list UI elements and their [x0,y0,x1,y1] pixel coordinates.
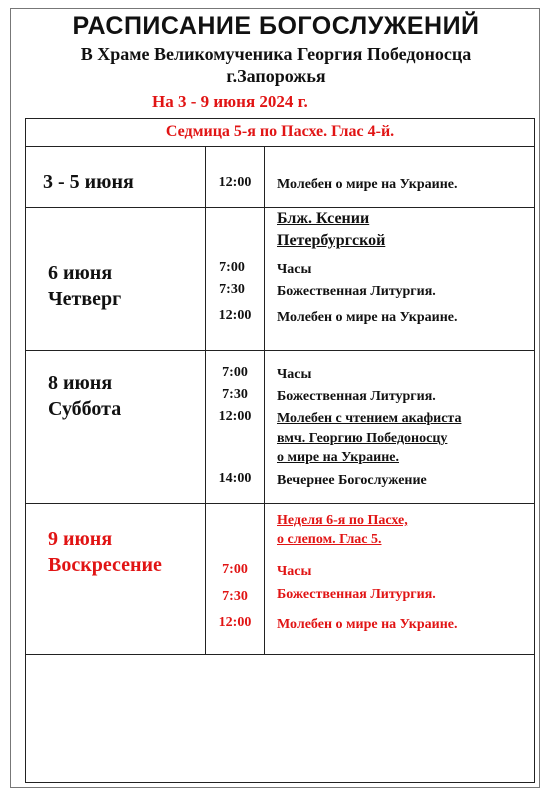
service-time: 12:00 [218,175,252,190]
day-date: 9 июня [48,528,113,550]
feast-name: Петербургской [277,232,386,249]
service-time: 12:00 [218,308,252,323]
date-range: На 3 - 9 июня 2024 г. [152,92,308,111]
feast-name: о слепом. Глас 5. [277,532,382,547]
page-title: РАСПИСАНИЕ БОГОСЛУЖЕНИЙ [72,12,480,40]
day-date: 3 - 5 июня [43,171,134,193]
service-name: о мире на Украине. [277,450,399,465]
service-name: Молебен о мире на Украине. [277,310,458,325]
service-time: 14:00 [218,471,252,486]
service-name: Часы [277,262,312,277]
city-name: г.Запорожья [226,66,326,86]
day-weekday: Четверг [48,288,122,310]
service-time: 12:00 [218,615,252,630]
service-time: 7:30 [219,282,245,297]
service-time: 7:00 [222,562,248,577]
row-divider [26,146,534,147]
day-date: 8 июня [48,372,113,394]
schedule-table [25,118,535,783]
service-time: 7:00 [219,260,245,275]
service-name: Часы [277,367,312,382]
service-name: Божественная Литургия. [277,389,436,404]
row-divider [26,503,534,504]
service-time: 7:30 [222,589,248,604]
service-name: Божественная Литургия. [277,587,436,602]
church-name: В Храме Великомученика Георгия Победоносца [80,44,472,64]
service-name: Молебен с чтением акафиста [277,411,462,426]
service-name: Вечернее Богослужение [277,473,427,488]
feast-name: Неделя 6-я по Пасхе, [277,513,408,528]
service-name: Молебен о мире на Украине. [277,617,458,632]
row-divider [26,350,534,351]
service-name: Божественная Литургия. [277,284,436,299]
feast-name: Блж. Ксении [277,210,370,227]
day-weekday: Воскресение [48,554,162,576]
row-divider [26,654,534,655]
service-name: вмч. Георгию Победоносцу [277,431,448,446]
service-time: 12:00 [218,409,252,424]
service-time: 7:00 [222,365,248,380]
week-heading: Седмица 5-я по Пасхе. Глас 4-й. [165,123,395,140]
service-name: Молебен о мире на Украине. [277,177,458,192]
day-weekday: Суббота [48,398,122,420]
service-time: 7:30 [222,387,248,402]
service-name: Часы [277,564,312,579]
day-date: 6 июня [48,262,113,284]
